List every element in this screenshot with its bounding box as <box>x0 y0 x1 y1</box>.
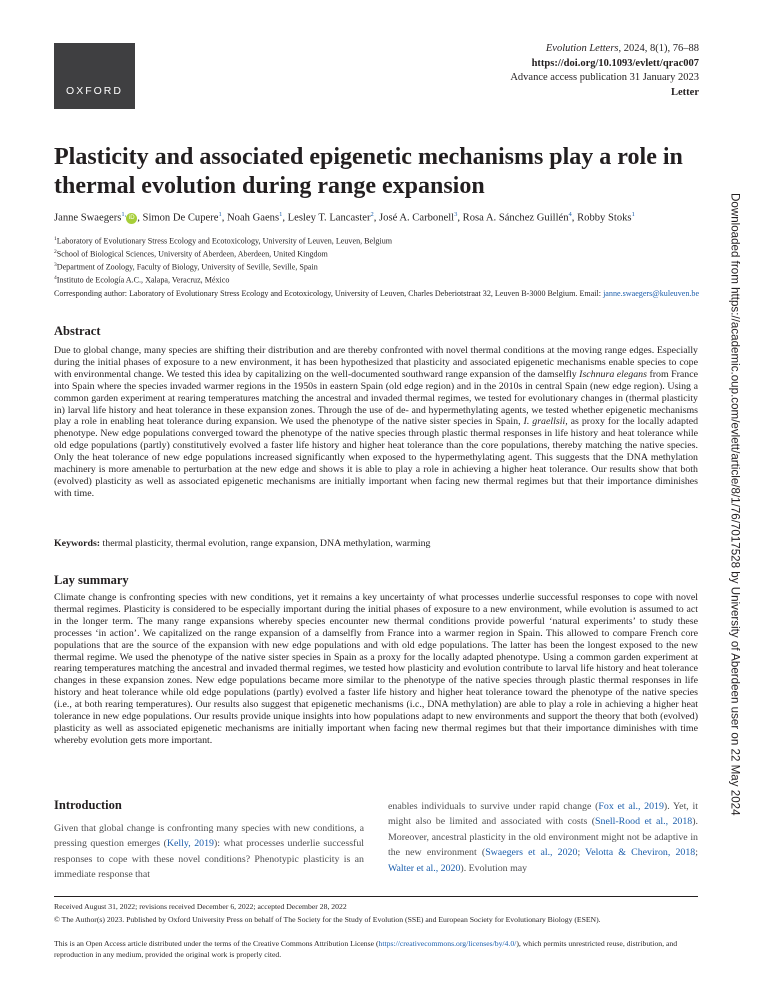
download-watermark-text: Downloaded from https://academic.oup.com/evlett/article/8/1/76/7017528 by University of Aberdeen user on 22 May 2024 <box>728 192 742 816</box>
author-sup: 1 <box>631 211 635 218</box>
species-name: I. graellsii <box>523 416 566 428</box>
separator: ; <box>577 847 586 859</box>
introduction-heading: Introduction <box>54 798 122 812</box>
citation-link[interactable]: Swaegers et al., 2020 <box>485 847 578 859</box>
lay-summary-heading: Lay summary <box>54 573 129 587</box>
author-list: Janne Swaegers$^{1,}$ iD , Simon De Cupere$^1$, Noah Gaens$^1$, Lesley T. Lancaster$^2$, José A. Carbonell$^3$, Rosa A. Sánchez Guillén$^4$, Robby Stoks$^1$ <box>54 211 635 224</box>
author[interactable]: Lesley T. Lancaster <box>287 212 371 224</box>
abstract-text: from France into Spain where the species invaded warmer regions in the 1950s in eastern Spain (old edge region) and in the 2010s in central Spain (new edge region). Using a common garden experiment at rearing temperatures matching the ancestral and invaded thermal regimes, we tested for evolutionary changes in (thermal plasticity in) larval life history and heat tolerance in these expansion zones. Through the use of de- and hypermethylating agents, we tested whether epigenetic mechanisms play a role in enabling heat tolerance during expansion. We used the phenotype of the native sister species in Spain, <box>54 368 699 428</box>
license-text: This is an Open Access article distributed under the terms of the Creative Commons Attribution License ( <box>54 939 379 948</box>
oxford-logo <box>54 43 135 109</box>
lay-summary-body: Climate change is confronting species with new conditions, yet it remains a key uncertainty of what processes underlie successful responses to cope with novel thermal regimes. Plasticity is considered to be especially important during the initial phases of exposure to a new environment, while evolution is assumed to act in the longer term. The many range expansions whereby species encounter new thermal conditions provide powerful ‘natural experiments’ to study these processes ‘in action’. We capitalized on the range expansion of a damselfly from France into a warmer region in Spain. This allowed to compare French core populations that are the source of the expansion with new edge populations and with old edge populations. The latter has been the longest exposed to the new thermal regime. We used the phenotype of the native sister species in Spain as a proxy for the locally adapted phenotype. Using a common garden experiment at rearing temperatures matching the ancestral and invaded thermal regimes, we tested how plasticity and evolution contribute to larval life history and heat tolerance changes in these expansion zones. New edge populations became more similar to the phenotype of the native species through plastic thermal responses in life history and heat tolerance while old edge populations (partly) evolved a faster life history and higher heat tolerance toward the phenotype of the native species (i.e., at both rearing temperatures). Our results also suggest that epigenetic mechanisms (i.c., DNA methylation) are able to play a role in achieving a higher heat tolerance in new edge populations. Our results provide unique insights into how populations adapt to new environments and support the theory that both (evolved) plasticity as well as associated epigenetic mechanisms are initially important when facing new thermal regimes but that their importance diminishes with time whereby evolution gets more important. <box>54 592 698 746</box>
orcid-icon[interactable]: iD <box>126 213 137 224</box>
intro-text: Given that global change is confronting many species with new conditions, a pressing question emerges ( <box>54 823 364 850</box>
citation-link[interactable]: Velotta & Cheviron, 2018 <box>585 847 696 859</box>
author[interactable]: Robby Stoks <box>577 212 632 224</box>
affiliation-sup: 4 <box>54 274 57 281</box>
citation-link[interactable]: Fox et al., 2019 <box>598 801 664 812</box>
affiliation-text: Department of Zoology, Faculty of Biology, University of Seville, Seville, Spain <box>56 262 318 272</box>
article-meta <box>510 42 699 100</box>
email-link[interactable]: janne.swaegers@kuleuven.be <box>603 289 700 298</box>
license-text: ), which permits unrestricted reuse, distribution, and reproduction in any medium, provided the original work is properly cited. <box>54 939 678 959</box>
citation-link[interactable]: Snell-Rood et al., 2018 <box>595 816 693 828</box>
abstract-heading: Abstract <box>54 324 101 338</box>
intro-left-column <box>54 821 364 883</box>
author-sup: 4 <box>568 211 572 218</box>
citation-link[interactable]: Walter et al., 2020 <box>388 862 461 874</box>
affiliation-sup: 1 <box>54 236 57 242</box>
citation: , 2024, 8(1), 76–88 <box>618 43 699 54</box>
corresponding-text: Corresponding author: Laboratory of Evolutionary Stress Ecology and Ecotoxicology, University of Leuven, Charles Deberiotstraat 32, Leuven B-3000 Belgium. Email: <box>54 289 604 298</box>
affiliation-sup: 3 <box>54 261 57 268</box>
intro-text: enables individuals to survive under rapid change ( <box>388 801 599 812</box>
license-link[interactable]: https://creativecommons.org/licenses/by/4.0/ <box>378 939 517 948</box>
abstract-text: Due to global change, many species are shifting their distribution and are thereby confronted with novel thermal conditions at the moving range edges. Especially during the initial phases of exposure to a new environment, it has been hypothesized that plasticity and associated epigenetic mechanisms enable species to cope with environmental change. We tested this idea by capitalizing on the well-documented southward range expansion of the damselfly <box>54 345 698 380</box>
intro-text: ). Moreover, ancestral plasticity in the old environment might not be adaptive in the new environment ( <box>388 816 698 859</box>
advance-access: Advance access publication 31 January 2023 <box>510 72 699 83</box>
article-type: Letter <box>671 86 699 98</box>
intro-text: ): what processes underlie successful responses to cope with these novel conditions? Phenotypic plasticity is an immediate response that <box>54 838 365 881</box>
author-sup: 1, <box>121 211 127 218</box>
species-name: Ischnura elegans <box>579 368 647 380</box>
logo-text: OXFORD <box>66 85 123 97</box>
keywords-label: Keywords: <box>54 538 101 549</box>
keywords-text: thermal plasticity, thermal evolution, range expansion, DNA methylation, warming <box>100 538 431 549</box>
affiliation-text: School of Biological Sciences, University of Aberdeen, Aberdeen, United Kingdom <box>56 249 328 259</box>
copyright-notice: © The Author(s) 2023. Published by Oxford University Press on behalf of The Society for the Study of Evolution (SSE) and European Society for Evolutionary Biology (ESEN). <box>54 915 601 924</box>
author[interactable]: Janne Swaegers <box>54 212 122 224</box>
author[interactable]: Simon De Cupere <box>142 212 219 224</box>
affiliation-sup: 2 <box>54 248 57 255</box>
author-sup: 3 <box>454 211 458 218</box>
author-sup: 1 <box>279 211 283 218</box>
affiliation <box>54 260 392 273</box>
abstract-text: , as proxy for the locally adapted phenotype. New edge populations converged toward the phenotype of the native species through plastic thermal responses in life history and heat tolerance while old edge populations (partly) constitutively evolved a faster life history and higher heat tolerance than the core populations, thereby matching the native species. Only the heat tolerance of new edge populations increased significantly when exposed to the hypermethylating agent. This suggests that the DNA methylation machinery is more amenable to perturbation at the new edge and shows it is able to play a role in achieving a higher heat tolerance. Our results show that both (evolved) plasticity as well as associated epigenetic mechanisms are initially important when facing new thermal regimes but that their importance diminishes with time. <box>54 416 699 499</box>
affiliation <box>54 247 392 260</box>
article-title: Plasticity and associated epigenetic mechanisms play a role in thermal evolution during range expansion <box>54 144 683 199</box>
affiliation-text: Instituto de Ecología A.C., Xalapa, Veracruz, México <box>56 275 230 285</box>
separator: ; <box>695 847 698 859</box>
abstract-body <box>54 345 698 500</box>
affiliation-text: Laboratory of Evolutionary Stress Ecology and Ecotoxicology, University of Leuven, Leuven, Belgium <box>56 236 393 246</box>
author[interactable]: Rosa A. Sánchez Guillén <box>462 212 569 224</box>
received-dates: Received August 31, 2022; revisions received December 6, 2022; accepted December 28, 2022 <box>54 902 347 911</box>
intro-text: ). Yet, it might also be limited and associated with costs ( <box>388 801 698 828</box>
author-sup: 1 <box>218 211 222 218</box>
footer-divider <box>54 896 698 897</box>
affiliation <box>54 234 392 247</box>
author-sup: 2 <box>370 211 374 218</box>
keywords <box>54 538 430 549</box>
author[interactable]: Noah Gaens <box>227 212 280 224</box>
author[interactable]: José A. Carbonell <box>379 212 455 224</box>
corresponding-author <box>54 288 709 299</box>
affiliations <box>54 234 392 286</box>
intro-right-column <box>388 799 698 876</box>
citation-link[interactable]: Kelly, 2019 <box>166 838 214 850</box>
license-notice <box>54 939 704 960</box>
journal-name: Evolution Letters <box>545 43 619 54</box>
download-watermark <box>725 192 745 816</box>
intro-text: ). Evolution may <box>460 862 528 874</box>
journal-citation <box>510 42 699 57</box>
affiliation <box>54 273 392 286</box>
doi-link[interactable]: https://doi.org/10.1093/evlett/qrac007 <box>531 57 699 69</box>
